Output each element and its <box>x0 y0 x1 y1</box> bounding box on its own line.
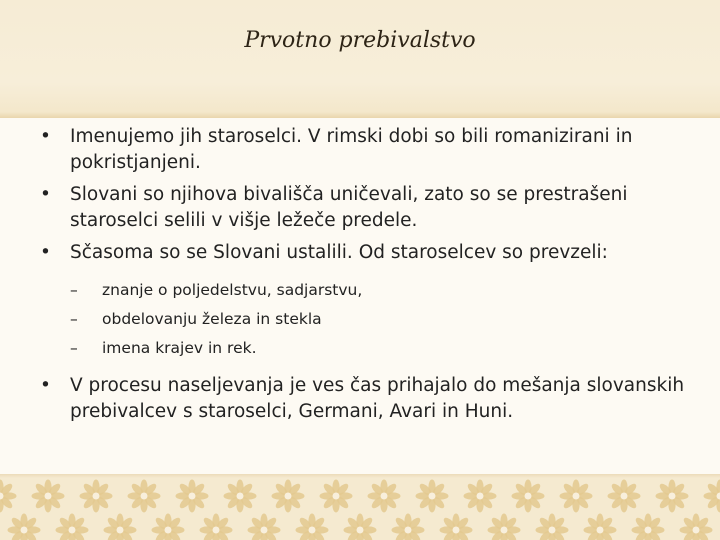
flower-ornament-icon <box>583 513 617 540</box>
flower-ornament-icon <box>463 479 497 513</box>
flower-ornament-icon <box>391 513 425 540</box>
title-band <box>0 0 720 118</box>
bullet-text: Sčasoma so se Slovani ustalili. Od staroselcev so prevzeli: <box>70 242 608 263</box>
bullet-item <box>30 240 690 266</box>
flower-ornament-icon <box>679 513 713 540</box>
bullet-text: Imenujemo jih staroselci. V rimski dobi so bili romanizirani in pokristjanjeni. <box>70 126 633 173</box>
bullet-marker: • <box>40 375 51 396</box>
flower-ornament-icon <box>655 479 689 513</box>
footer-ornament-band <box>0 474 720 540</box>
flower-ornament-icon <box>271 479 305 513</box>
flower-ornament-icon <box>127 479 161 513</box>
flower-ornament-icon <box>247 513 281 540</box>
sub-bullet-marker: – <box>70 310 78 328</box>
flower-ornament-icon <box>367 479 401 513</box>
bullet-item <box>30 182 690 234</box>
sub-bullet-item <box>30 334 690 363</box>
flower-ornament-icon <box>175 479 209 513</box>
sub-bullet-text: imena krajev in rek. <box>102 339 257 357</box>
flower-ornament-icon <box>703 479 720 513</box>
slide-body <box>30 118 690 425</box>
bullet-item <box>30 373 690 425</box>
flower-ornament-icon <box>487 513 521 540</box>
flower-ornament-icon <box>79 479 113 513</box>
flower-ornament-icon <box>7 513 41 540</box>
flower-ornament-icon <box>199 513 233 540</box>
flower-ornament-icon <box>0 479 17 513</box>
bullet-marker: • <box>40 184 51 205</box>
flower-ornament-icon <box>151 513 185 540</box>
sub-bullet-marker: – <box>70 339 78 357</box>
sub-bullet-marker: – <box>70 281 78 299</box>
sub-bullet-text: obdelovanju železa in stekla <box>102 310 322 328</box>
flower-ornament-icon <box>607 479 641 513</box>
sub-bullet-text: znanje o poljedelstvu, sadjarstvu, <box>102 281 363 299</box>
flower-ornament-icon <box>559 479 593 513</box>
flower-ornament-icon <box>439 513 473 540</box>
bullet-item <box>30 124 690 176</box>
bullet-marker: • <box>40 126 51 147</box>
sub-bullet-item <box>30 305 690 334</box>
bullet-text: Slovani so njihova bivališča uničevali, zato so se prestrašeni staroselci selili v višje ležeče predele. <box>70 184 628 231</box>
flower-ornament-icon <box>31 479 65 513</box>
flower-ornament-icon <box>511 479 545 513</box>
sub-bullet-item <box>30 276 690 305</box>
slide-title: Prvotno prebivalstvo <box>244 28 476 53</box>
flower-ornament-icon <box>535 513 569 540</box>
flower-ornament-icon <box>631 513 665 540</box>
flower-ornament-icon <box>223 479 257 513</box>
flower-ornament-icon <box>103 513 137 540</box>
flower-ornament-icon <box>343 513 377 540</box>
bullet-text: V procesu naseljevanja je ves čas prihajalo do mešanja slovanskih prebivalcev s staroselci, Germani, Avari in Huni. <box>70 375 685 422</box>
flower-ornament-icon <box>295 513 329 540</box>
flower-ornament-icon <box>415 479 449 513</box>
sub-bullet-list <box>30 276 690 363</box>
bullet-marker: • <box>40 242 51 263</box>
flower-ornament-icon <box>55 513 89 540</box>
flower-ornament-icon <box>319 479 353 513</box>
